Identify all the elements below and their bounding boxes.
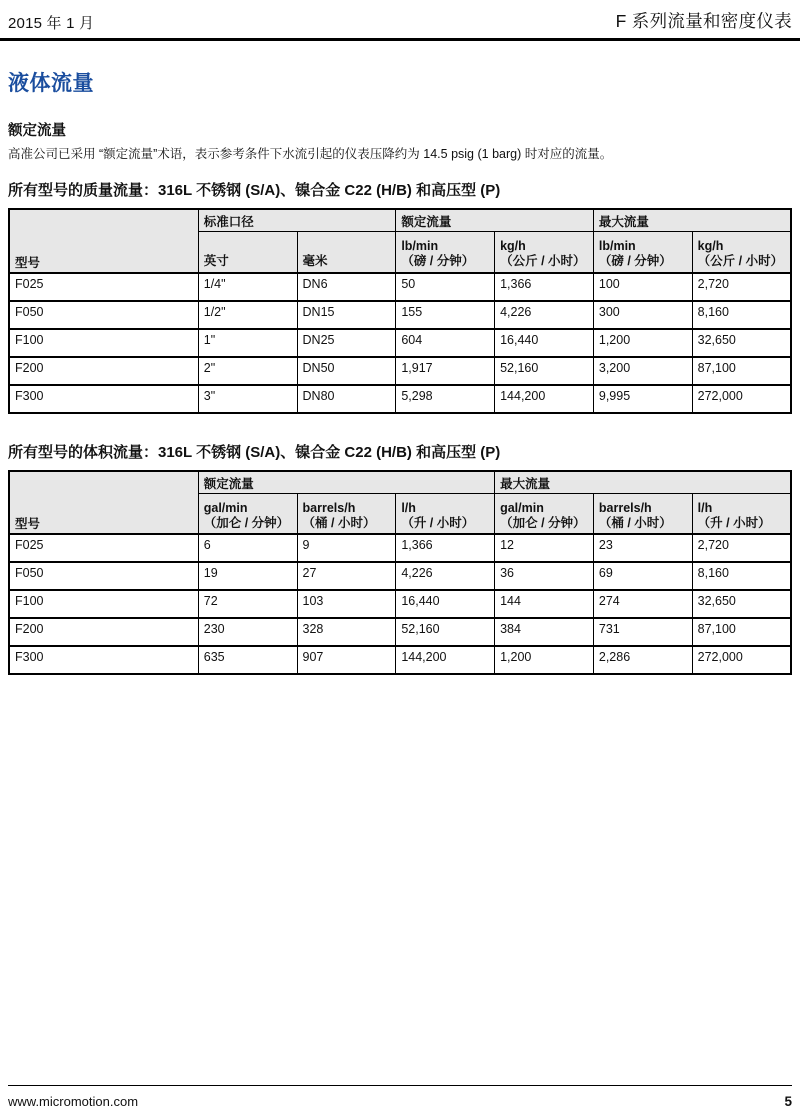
- table-row: [9, 329, 791, 357]
- value-cell: 52,160: [396, 618, 495, 646]
- model-cell: F200: [9, 618, 198, 646]
- header-product-title: F 系列流量和密度仪表: [615, 11, 792, 31]
- value-cell: 87,100: [692, 618, 791, 646]
- table-row: [9, 534, 791, 562]
- column-header-mm: 毫米: [297, 232, 396, 273]
- mass-flow-table-head: [9, 209, 791, 273]
- value-cell: 300: [593, 301, 692, 329]
- value-cell: 23: [593, 534, 692, 562]
- mass-flow-table: [8, 208, 792, 414]
- value-cell: 5,298: [396, 385, 495, 413]
- footer-page-number: 5: [784, 1094, 792, 1109]
- rated-flow-description: 高准公司已采用 “额定流量”术语，表示参考条件下水流引起的仪表压降约为 14.5 psig (1 barg) 时对应的流量。: [8, 147, 613, 161]
- value-cell: 274: [593, 590, 692, 618]
- column-header-barrelsh-max: barrels/h （桶 / 小时）: [593, 493, 692, 534]
- value-cell: 103: [297, 590, 396, 618]
- column-header-lbmin-rated: lb/min （磅 / 分钟）: [396, 232, 495, 273]
- table-row: [9, 562, 791, 590]
- column-header-lh-max: l/h （升 / 小时）: [692, 493, 791, 534]
- column-header-kgh-max: kg/h （公斤 / 小时）: [692, 232, 791, 273]
- value-cell: 2,720: [692, 273, 791, 301]
- value-cell: 4,226: [396, 562, 495, 590]
- column-header-kgh-rated: kg/h （公斤 / 小时）: [495, 232, 594, 273]
- table-group-header-row: [9, 209, 791, 232]
- column-header-galmin-rated: gal/min （加仑 / 分钟）: [198, 493, 297, 534]
- value-cell: 72: [198, 590, 297, 618]
- value-cell: 731: [593, 618, 692, 646]
- value-cell: 1,366: [396, 534, 495, 562]
- value-cell: 272,000: [692, 385, 791, 413]
- value-cell: 155: [396, 301, 495, 329]
- column-header-galmin-max: gal/min （加仑 / 分钟）: [495, 493, 594, 534]
- column-header-barrelsh-rated: barrels/h （桶 / 小时）: [297, 493, 396, 534]
- value-cell: 16,440: [396, 590, 495, 618]
- value-cell: 1/4": [198, 273, 297, 301]
- value-cell: 100: [593, 273, 692, 301]
- volume-flow-table-title: 所有型号的体积流量：316L 不锈钢 (S/A)、镍合金 C22 (H/B) 和高压型 (P): [8, 443, 501, 461]
- value-cell: 6: [198, 534, 297, 562]
- table-row: [9, 273, 791, 301]
- value-cell: 36: [495, 562, 594, 590]
- value-cell: 635: [198, 646, 297, 674]
- group-header-rated-flow: 额定流量: [396, 209, 594, 232]
- model-cell: F100: [9, 329, 198, 357]
- model-cell: F025: [9, 534, 198, 562]
- value-cell: DN80: [297, 385, 396, 413]
- value-cell: 384: [495, 618, 594, 646]
- value-cell: DN15: [297, 301, 396, 329]
- value-cell: 328: [297, 618, 396, 646]
- group-header-max-flow: 最大流量: [593, 209, 791, 232]
- model-cell: F300: [9, 646, 198, 674]
- column-header-inch: 英寸: [198, 232, 297, 273]
- value-cell: 2,286: [593, 646, 692, 674]
- model-cell: F300: [9, 385, 198, 413]
- mass-flow-table-title: 所有型号的质量流量：316L 不锈钢 (S/A)、镍合金 C22 (H/B) 和高压型 (P): [8, 182, 501, 200]
- group-header-rated-flow: 额定流量: [198, 471, 494, 494]
- model-column-header: 型号: [9, 471, 198, 535]
- value-cell: 144,200: [396, 646, 495, 674]
- value-cell: 27: [297, 562, 396, 590]
- value-cell: DN6: [297, 273, 396, 301]
- model-cell: F200: [9, 357, 198, 385]
- model-cell: F025: [9, 273, 198, 301]
- footer-website-url: www.micromotion.com: [8, 1094, 139, 1109]
- group-header-max-flow: 最大流量: [495, 471, 791, 494]
- value-cell: 1": [198, 329, 297, 357]
- table-row: [9, 357, 791, 385]
- column-header-lh-rated: l/h （升 / 小时）: [396, 493, 495, 534]
- page-footer: [8, 1085, 792, 1116]
- value-cell: 1,366: [495, 273, 594, 301]
- page-header: [0, 0, 800, 41]
- value-cell: DN50: [297, 357, 396, 385]
- column-header-lbmin-max: lb/min （磅 / 分钟）: [593, 232, 692, 273]
- value-cell: 32,650: [692, 329, 791, 357]
- value-cell: 52,160: [495, 357, 594, 385]
- table-row: [9, 646, 791, 674]
- value-cell: 16,440: [495, 329, 594, 357]
- volume-flow-table: [8, 470, 792, 676]
- value-cell: 69: [593, 562, 692, 590]
- value-cell: 2,720: [692, 534, 791, 562]
- model-cell: F050: [9, 301, 198, 329]
- value-cell: 1,200: [495, 646, 594, 674]
- table-row: [9, 590, 791, 618]
- value-cell: 1/2": [198, 301, 297, 329]
- value-cell: 144,200: [495, 385, 594, 413]
- value-cell: DN25: [297, 329, 396, 357]
- table-row: [9, 618, 791, 646]
- value-cell: 3": [198, 385, 297, 413]
- model-cell: F100: [9, 590, 198, 618]
- model-cell: F050: [9, 562, 198, 590]
- mass-flow-table-body: [9, 273, 791, 413]
- value-cell: 2": [198, 357, 297, 385]
- value-cell: 50: [396, 273, 495, 301]
- value-cell: 230: [198, 618, 297, 646]
- model-column-header: 型号: [9, 209, 198, 273]
- value-cell: 907: [297, 646, 396, 674]
- value-cell: 604: [396, 329, 495, 357]
- table-row: [9, 301, 791, 329]
- group-header-nominal-size: 标准口径: [198, 209, 396, 232]
- value-cell: 32,650: [692, 590, 791, 618]
- value-cell: 3,200: [593, 357, 692, 385]
- volume-flow-table-head: [9, 471, 791, 535]
- header-date: 2015 年 1 月: [8, 15, 95, 32]
- value-cell: 8,160: [692, 562, 791, 590]
- section-heading: 液体流量: [8, 72, 94, 95]
- value-cell: 9,995: [593, 385, 692, 413]
- value-cell: 144: [495, 590, 594, 618]
- rated-flow-subheading: 额定流量: [8, 123, 66, 139]
- value-cell: 8,160: [692, 301, 791, 329]
- value-cell: 19: [198, 562, 297, 590]
- page-content: [0, 67, 800, 675]
- value-cell: 9: [297, 534, 396, 562]
- value-cell: 4,226: [495, 301, 594, 329]
- table-row: [9, 385, 791, 413]
- value-cell: 1,200: [593, 329, 692, 357]
- value-cell: 87,100: [692, 357, 791, 385]
- table-group-header-row: [9, 471, 791, 494]
- volume-flow-table-body: [9, 534, 791, 674]
- value-cell: 1,917: [396, 357, 495, 385]
- value-cell: 272,000: [692, 646, 791, 674]
- value-cell: 12: [495, 534, 594, 562]
